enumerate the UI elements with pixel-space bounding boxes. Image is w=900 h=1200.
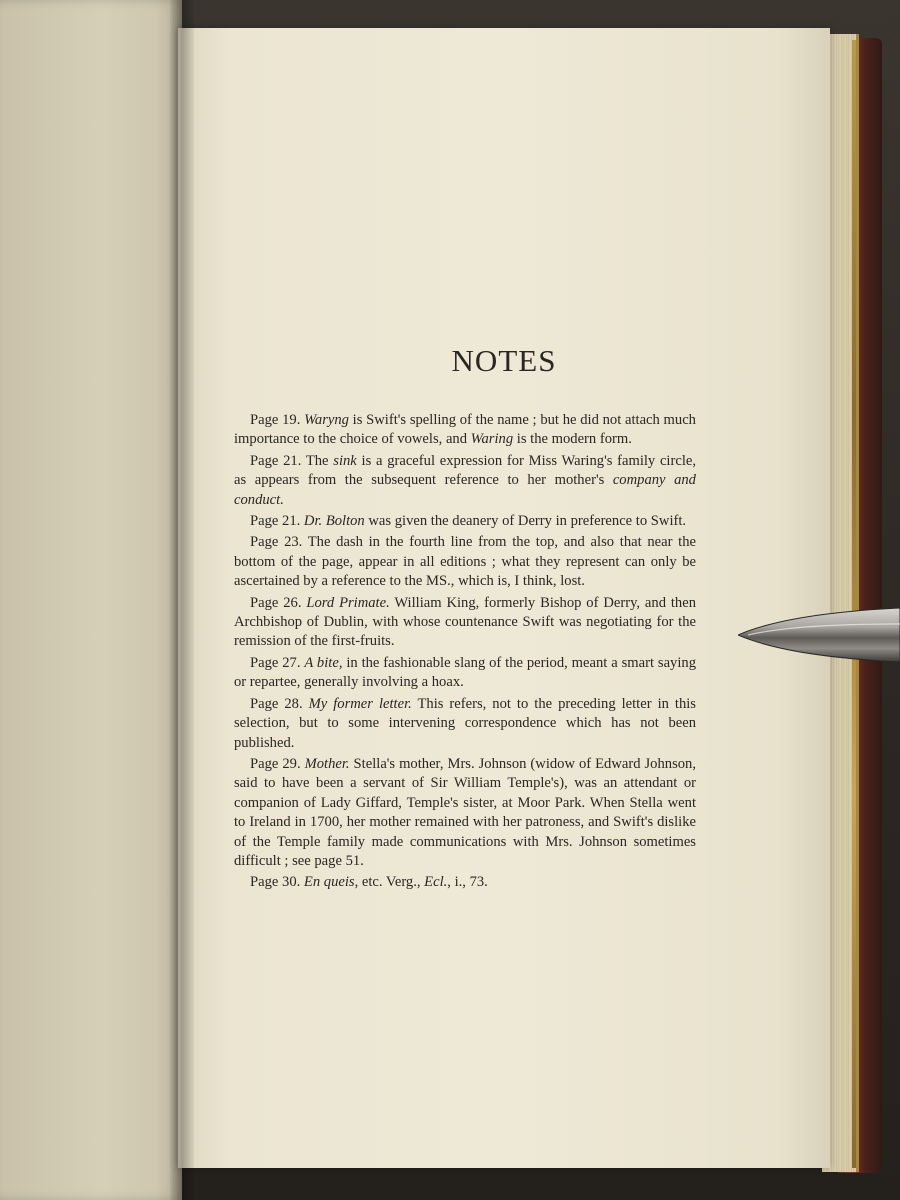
left-page [0,0,182,1200]
note-page-ref: Page 23. [250,534,303,551]
note-entry [234,654,696,693]
note-entry [234,594,696,652]
note-text: , i., 73. [447,874,488,891]
note-italic-text: Waring [470,431,514,448]
note-text: , etc. Verg., [354,874,425,891]
note-italic-text: En queis [303,874,355,891]
note-entry [234,695,696,753]
note-italic-text: A bite [304,654,339,671]
note-text: , in the fashionable slang of the period, meant a smart saying or repartee, generally involving a hoax. [234,654,696,691]
note-text: was given the deanery of Derry in preference to Swift. [364,513,687,530]
note-page-ref: Page 30. [250,874,301,891]
note-page-ref: Page 19. [250,412,301,428]
note-italic-text: My former letter. [308,695,412,712]
note-page-ref: Page 28. [250,695,303,712]
note-entry [234,873,696,892]
note-text: Stella's mother, Mrs. Johnson (widow of Edward Johnson, said to have been a servant of Sir William Temple's), was an attendant or companion of Lady Giffard, Temple's sister, at Moor Park. When Stella went to Ireland in 1700, her mother remained with her patroness, and Swift's dislike of the Temple family made communications with Mrs. Johnson sometimes difficult ; see page 51. [234,755,696,869]
note-text: This refers, not to the preceding letter in this selection, but to some intervening correspondence which has not been published. [234,695,696,751]
note-italic-text: Waryng [304,412,349,428]
note-entry [234,452,696,510]
note-italic-text: company and conduct. [234,472,696,508]
note-entry [234,755,696,871]
note-text: William King, formerly Bishop of Derry, and then Archbishop of Dublin, with whose countenance Swift was negotiating for the remission of the first-fruits. [234,594,696,650]
note-text: is Swift's spelling of the name ; but he did not attach much importance to the choice of vowels, and [234,412,696,448]
note-text: The dash in the fourth line from the top, and also that near the bottom of the page, appear in all editions ; what they represent can only be ascertained by a reference to the MS., which is, I think, lost. [234,534,696,590]
note-page-ref: Page 21. [250,452,302,469]
note-italic-text: Ecl. [424,874,448,891]
note-text: The [301,452,334,469]
note-text: is the modern form. [513,431,632,448]
book-gutter [170,0,194,1200]
notes-list [234,411,696,893]
note-page-ref: Page 27. [250,654,301,671]
note-entry [234,411,696,450]
note-italic-text: Dr. Bolton [303,513,365,530]
note-page-ref: Page 29. [250,755,301,772]
note-text: is a graceful expression for Miss Waring's family circle, as appears from the subsequent reference to her mother's [234,452,697,489]
metal-bookmark-pointer [738,604,900,666]
note-entry [234,533,696,591]
note-italic-text: sink [333,452,357,469]
note-page-ref: Page 26. [250,594,302,611]
page-title: NOTES [451,343,557,378]
note-page-ref: Page 21. [250,513,301,530]
note-italic-text: Lord Primate. [306,594,390,611]
note-italic-text: Mother. [304,755,350,772]
note-entry [234,512,696,531]
